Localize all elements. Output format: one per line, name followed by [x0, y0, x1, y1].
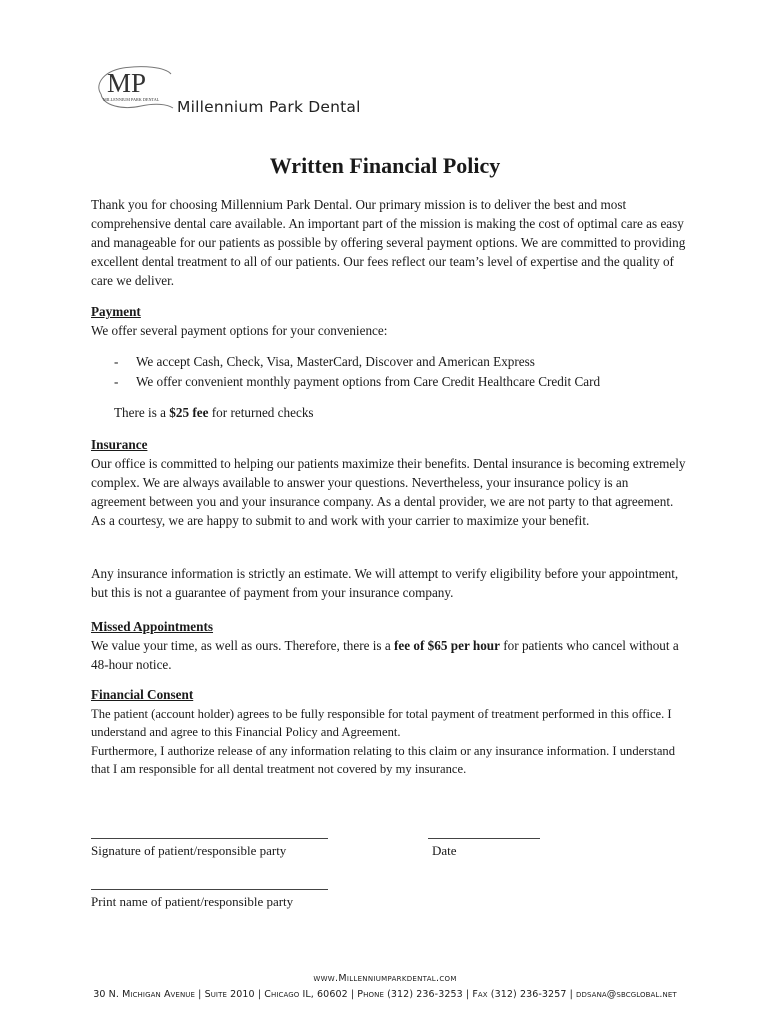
print-name-line[interactable]	[91, 889, 328, 890]
logo-monogram: MP	[107, 68, 147, 98]
missed-text	[91, 636, 686, 674]
list-item: - We accept Cash, Check, Visa, MasterCard, Discover and American Express	[114, 352, 600, 372]
missed-heading: Missed Appointments	[91, 619, 214, 634]
missed-suffix: for patients who cancel without a 48-hour notice.	[91, 638, 679, 672]
date-label: Date	[432, 843, 457, 858]
practice-name: Millennium Park Dental	[177, 98, 361, 116]
payment-text: We offer several payment options for your convenience:	[91, 323, 388, 338]
fee-amount: $25 fee	[169, 405, 209, 420]
signature-line[interactable]	[91, 838, 328, 839]
list-item: - We offer convenient monthly payment options from Care Credit Healthcare Credit Card	[114, 372, 600, 392]
financial-consent-section	[91, 686, 686, 779]
print-name-label: Print name of patient/responsible party	[91, 894, 294, 909]
payment-options-list	[114, 352, 600, 392]
logo-subtext: MILLENNIUM PARK DENTAL	[103, 97, 160, 102]
missed-fee: fee of $65 per hour	[394, 638, 500, 653]
payment-heading: Payment	[91, 304, 141, 319]
insurance-heading: Insurance	[91, 437, 148, 452]
payment-section	[91, 302, 686, 340]
footer-website: www.Millenniumparkdental.com	[313, 973, 457, 984]
page-title: Written Financial Policy	[269, 153, 501, 178]
consent-text-2: Furthermore, I authorize release of any information relating to this claim or any insurance information. I understand that I am responsible for all dental treatment not covered by my insurance.	[91, 743, 676, 776]
consent-text: The patient (account holder) agrees to be fully responsible for total payment of treatment performed in this office. I understand and agree to this Financial Policy and Agreement.	[91, 706, 672, 739]
fee-prefix: There is a	[114, 405, 170, 420]
practice-logo	[93, 64, 183, 114]
insurance-section	[91, 435, 686, 530]
payment-option: We accept Cash, Check, Visa, MasterCard, Discover and American Express	[136, 354, 535, 369]
footer-address: 30 N. Michigan Avenue | Suite 2010 | Chicago IL, 60602 | Phone (312) 236-3253 | Fax (312) 236-3257 | ddsana@sbcglobal.net	[93, 989, 677, 1000]
date-line[interactable]	[428, 838, 540, 839]
insurance-estimate-text: Any insurance information is strictly an estimate. We will attempt to verify eligibility before your appointment, but this is not a guarantee of payment from your insurance company.	[91, 566, 679, 600]
returned-check-fee	[114, 403, 709, 422]
missed-prefix: We value your time, as well as ours. Therefore, there is a	[91, 638, 394, 653]
payment-option: We offer convenient monthly payment options from Care Credit Healthcare Credit Card	[136, 374, 601, 389]
insurance-text: Our office is committed to helping our patients maximize their benefits. Dental insurance is becoming extremely complex. We are always available to answer your questions. Nevertheless, your insurance policy is an agreement between you and your insurance company. As a dental provider, we are not party to that agreement. As a courtesy, we are happy to submit to and work with your carrier to maximize your benefit.	[91, 456, 686, 528]
fee-suffix: for returned checks	[208, 405, 314, 420]
intro-paragraph: Thank you for choosing Millennium Park Dental. Our primary mission is to deliver the best and most comprehensive dental care available. An important part of the mission is making the cost of optimal care as easy and manageable for our patients as possible by offering several payment options. We are committed to providing excellent dental treatment to all of our patients. Our fees reflect our team’s level of expertise and the quality of care we deliver.	[91, 197, 686, 288]
consent-heading: Financial Consent	[91, 687, 194, 702]
missed-appointments-section	[91, 617, 686, 674]
signature-label: Signature of patient/responsible party	[91, 843, 287, 858]
